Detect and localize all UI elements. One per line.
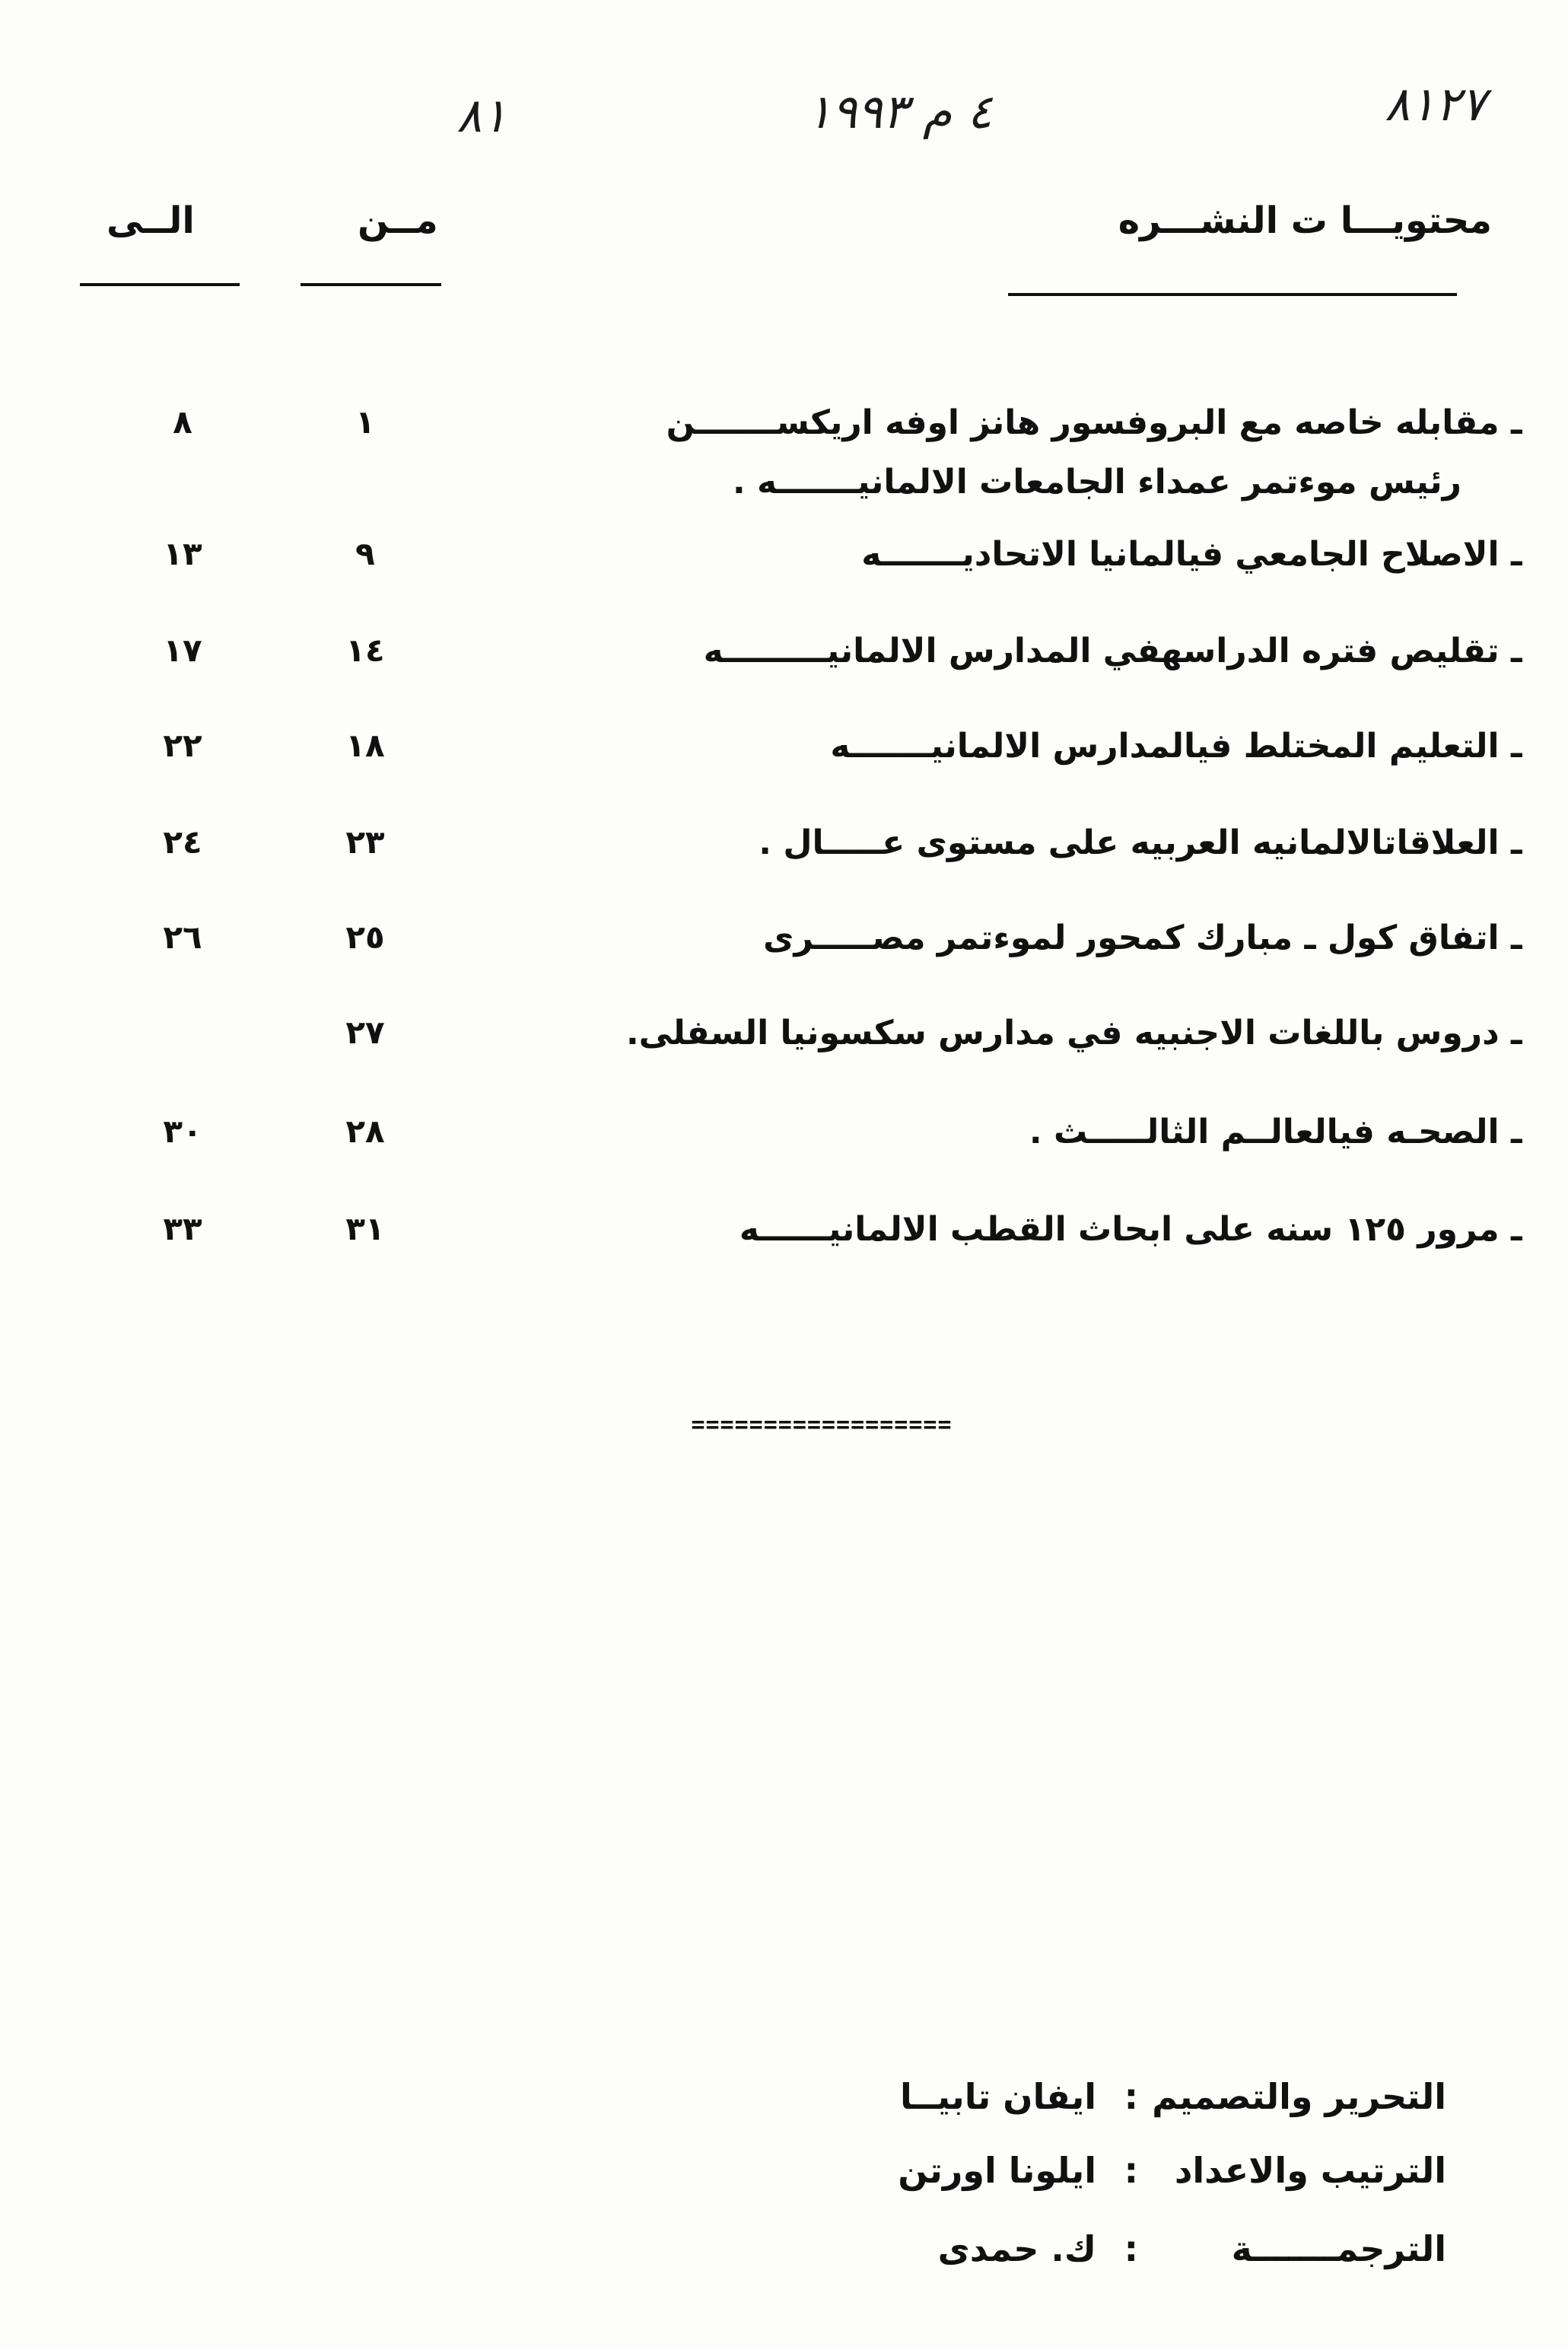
contents-item-title: ـ مقابله خاصه مع البروفسور هانز اوفه اريكســـــــن [666, 403, 1522, 442]
contents-item-from-page: ١٤ [345, 632, 385, 669]
credit-name: ك. حمدى [937, 2228, 1096, 2269]
contents-item-to-page: ٨ [173, 403, 192, 441]
contents-item-title: ـ اتفاق كول ـ مبارك كمحور لموءتمر مصـــــرى [763, 919, 1522, 957]
handwritten-annotation-left: ٨١ [456, 88, 507, 143]
column-header-to: الــى [107, 199, 195, 242]
credit-role: الترتيب والاعداد [1174, 2150, 1446, 2191]
credit-colon: : [1124, 2228, 1138, 2269]
separator-line: ================== [691, 1412, 953, 1438]
contents-item-title: ـ الصحـه فيالعالــم الثالـــــث . [1029, 1113, 1522, 1151]
contents-row [0, 727, 1568, 788]
contents-item-title: ـ تقليص فتره الدراسهفي المدارس الالمانيـــــــــه [703, 632, 1522, 670]
contents-row [0, 919, 1568, 979]
contents-item-from-page: ٣١ [345, 1210, 385, 1247]
contents-item-title: ـ دروس باللغات الاجنبيه في مدارس سكسونيا السفلى. [625, 1014, 1522, 1052]
contents-item-from-page: ١ [355, 403, 375, 441]
credit-name: ايفان تابيــا [899, 2076, 1096, 2117]
credit-translation [762, 2228, 1446, 2282]
contents-item-to-page: ٣٣ [163, 1210, 202, 1247]
contents-row [0, 823, 1568, 884]
credit-colon: : [1124, 2150, 1138, 2191]
contents-item-from-page: ٢٧ [345, 1014, 385, 1051]
contents-item-to-page: ٢٦ [163, 919, 202, 956]
contents-row [0, 403, 1568, 464]
contents-item-to-page: ٣٠ [163, 1113, 202, 1150]
contents-item-title: ـ العلاقاتالالمانيه العربيه على مستوى عـــــال . [759, 823, 1522, 862]
contents-row [0, 1014, 1568, 1075]
column-header-from-underline [301, 283, 441, 286]
contents-title-underline [1008, 293, 1457, 296]
contents-row [0, 535, 1568, 596]
column-header-to-underline [80, 283, 240, 286]
credit-editing-design [762, 2076, 1446, 2129]
contents-item-title: ـ التعليم المختلط فيالمدارس الالمانيـــــــه [830, 727, 1522, 766]
contents-item-from-page: ٩ [355, 535, 375, 572]
contents-item-from-page: ٢٣ [345, 823, 385, 861]
credit-colon: : [1124, 2076, 1138, 2117]
handwritten-annotation-right: ٨١٢٧ [1385, 76, 1487, 132]
contents-item-from-page: ١٨ [345, 727, 385, 764]
contents-item-to-page: ٢٤ [163, 823, 202, 861]
contents-row [0, 1210, 1568, 1271]
contents-item-title: ـ مرور ١٢٥ سنه على ابحاث القطب الالمانيــــــه [739, 1210, 1522, 1249]
contents-row [0, 1113, 1568, 1173]
contents-item-title: ـ الاصلاح الجامعي فيالمانيا الاتحاديـــــــه [861, 535, 1522, 574]
contents-item-subtitle: رئيس موءتمر عمداء الجامعات الالمانيـــــــه . [732, 463, 1461, 502]
handwritten-annotation-center: ٤ م ١٩٩٣ [806, 84, 993, 139]
contents-item-to-page: ١٣ [163, 535, 202, 572]
credit-role: الترجمـــــــة [1231, 2228, 1446, 2269]
credit-role: التحرير والتصميم [1152, 2076, 1446, 2117]
contents-item-from-page: ٢٨ [345, 1113, 385, 1150]
contents-item-to-page: ٢٢ [163, 727, 202, 764]
contents-title: محتويـــا ت النشـــره [1118, 199, 1492, 242]
contents-row [0, 632, 1568, 693]
contents-item-from-page: ٢٥ [345, 919, 385, 956]
column-header-from: مــن [358, 199, 438, 242]
credit-name: ايلونا اورتن [898, 2150, 1096, 2191]
contents-item-to-page: ١٧ [163, 632, 202, 669]
credit-arrangement [762, 2150, 1446, 2203]
